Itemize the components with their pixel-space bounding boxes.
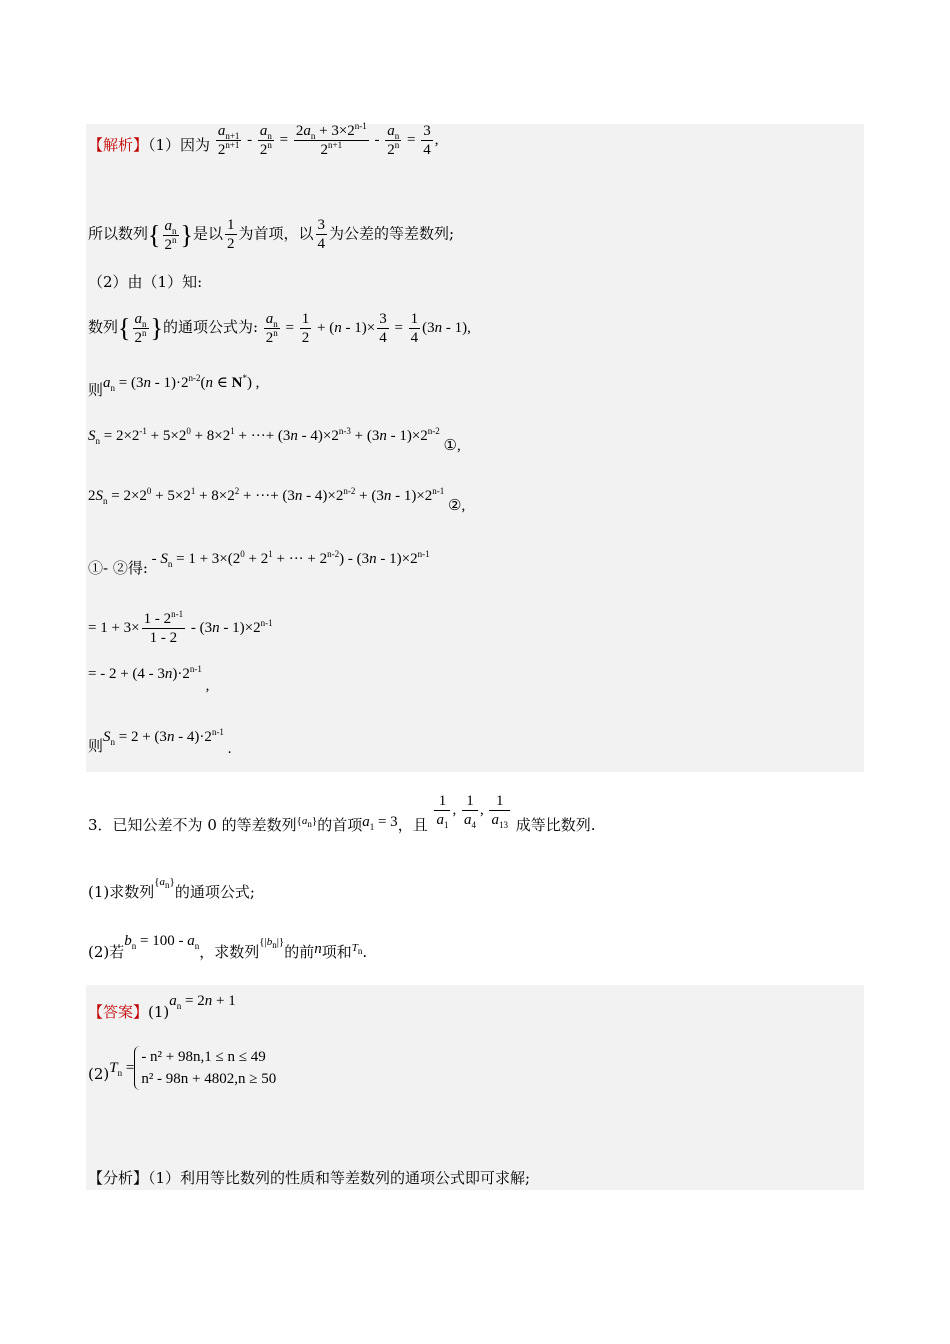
a1-equals-3: $a_1 = 3$ [362,813,398,832]
fenxi-tag: 【分析】 [88,1169,149,1187]
sub-prefix: ①- ②得: [88,559,148,577]
solution-line-final [88,726,232,757]
p2-prefix: 所以数列 [88,224,149,243]
an-formula: $a_n = (3n - 1)\cdot 2^{n-2}(n$ ∈ N*) , [103,373,260,393]
problem-3-q2 [88,930,368,961]
problem-3-q1 [88,870,255,901]
q1-suffix: 的通项公式; [174,883,255,901]
solution-line-sub [88,548,430,577]
final-prefix: 则 [88,737,104,755]
equation-recurrence: $\frac{a_{n+1}}{2^{n+1}}$ - $\frac{a_n}{2^n}$ = $\frac{2a_n + 3\times 2^{n-1}}{2^{n+1}}$ - $\frac{a_n}{2^n}$ = $\frac{3}{4}$ , [217,121,439,158]
a2-prefix: (2) [88,1065,110,1083]
problem-3-stem [88,793,596,834]
fenxi-line [88,1168,530,1188]
equation-sn: $S_n = 2\times 2^{-1} + 5\times 2^0 + 8\times 2^1$ + ···+ $(3n - 4)\times 2^{n-3} + (3n - 1)\times 2^{n-2}$ ①, [88,426,461,454]
solution-line-3 [88,272,202,292]
q2-mid2: 的前 [284,943,315,961]
p3: （2）由（1）知: [88,273,203,291]
p2-mid2: 为首项，以 [238,224,314,243]
jiexi-tag: 【解析】 [88,135,149,154]
q2-prefix: (2)若 [88,943,125,961]
seq-abs-bn: $\{|b_n|\}$ [259,936,285,951]
answer-line-1 [88,990,236,1021]
jiexi-p1-prefix: （1）因为 [148,135,211,154]
sn-result: $S_n = 2 + (3n - 4)\cdot 2^{n-1}$ . [103,727,232,757]
solution-line-1 [88,121,439,165]
p4-prefix: 数列 [88,317,119,336]
seq-an-over-2n: { $\frac{a_n}{2^n}$ } [148,217,193,253]
stem-b: 的首项 [317,815,363,834]
p2-suffix: 为公差的等差数列; [329,224,455,243]
equation-minus-sn: - $S_n = 1 + 3\times(2^0 + 2^1$ + ··· + $2^{n-2}) - (3n - 1)\times 2^{n-1}$ [147,549,430,569]
a1-prefix: (1) [148,1003,170,1021]
fenxi-text: （1）利用等比数列的性质和等差数列的通项公式即可求解; [148,1169,531,1187]
q2-end: . [362,943,368,961]
solution-line-5 [88,372,260,399]
equation-geom-sum: = 1 + 3× $\frac{1 - 2^{n-1}}{1 - 2}$ - $(3n - 1)\times 2^{n-1}$ [88,609,273,646]
equation-simplified: = - $2 + (4 - 3n)\cdot 2^{n-1}$ , [88,664,210,694]
diff-three-quarters: $\frac{3}{4}$ [317,217,326,252]
answer-tag: 【答案】 [88,1003,149,1021]
stem-a: 已知公差不为 0 的等差数列 [112,815,297,834]
q2-mid: ，求数列 [199,943,260,961]
q2-suffix: 项和 [321,943,352,961]
answer-line-2 [88,1046,276,1090]
bn-formula: $b_n = 100 - a_n$ [124,933,200,951]
solution-line-4 [88,310,471,347]
case-1: - n² + 98n,1 ≤ n ≤ 49 [141,1049,266,1065]
q1-prefix: (1)求数列 [88,883,155,901]
solution-line-2 [88,216,454,254]
stem-c: ，且 [397,815,428,834]
general-term-formula: $\frac{a_n}{2^n}$ = $\frac{1}{2}$ + (n - 1)× $\frac{3}{4}$ = $\frac{1}{4}$ (3n - 1), [265,311,471,346]
p5-prefix: 则 [88,381,104,399]
first-term-half: $\frac{1}{2}$ [227,217,235,252]
answer-tn: $T_n$ = - n² + 98n,1 ≤ n ≤ 49 n² - 98n + 4802,n ≥ 50 [109,1046,276,1090]
tn-symbol: Tn [351,942,363,957]
problem-number: 3． [88,815,113,834]
var-n: n [314,941,322,957]
seq-an-over-2n-2: { $\frac{a_n}{2^n}$ } [118,311,163,346]
reciprocal-terms: $\frac{1}{a_1}$ , $\frac{1}{a_4}$ , $\frac{1}{a_{13}}$ [436,793,508,830]
eq1-tag: ①, [443,438,461,454]
eq2-tag: ②, [448,498,466,514]
stem-d: 成等比数列. [515,815,596,834]
seq-an-q1: $\{a_n\}$ [154,876,175,891]
case-2: n² - 98n + 4802,n ≥ 50 [141,1071,277,1087]
seq-an: {an} [296,814,318,830]
answer-an: $a_n = 2n + 1$ [169,993,236,1011]
equation-2sn: $2S_n = 2\times 2^0 + 5\times 2^1 + 8\times 2^2$ + ···+ $(3n - 4)\times 2^{n-2} + (3n - 1)\times 2^{n-1}$ ②, [88,486,466,514]
p2-mid1: 是以 [192,224,223,243]
p4-mid: 的通项公式为: [162,317,259,336]
